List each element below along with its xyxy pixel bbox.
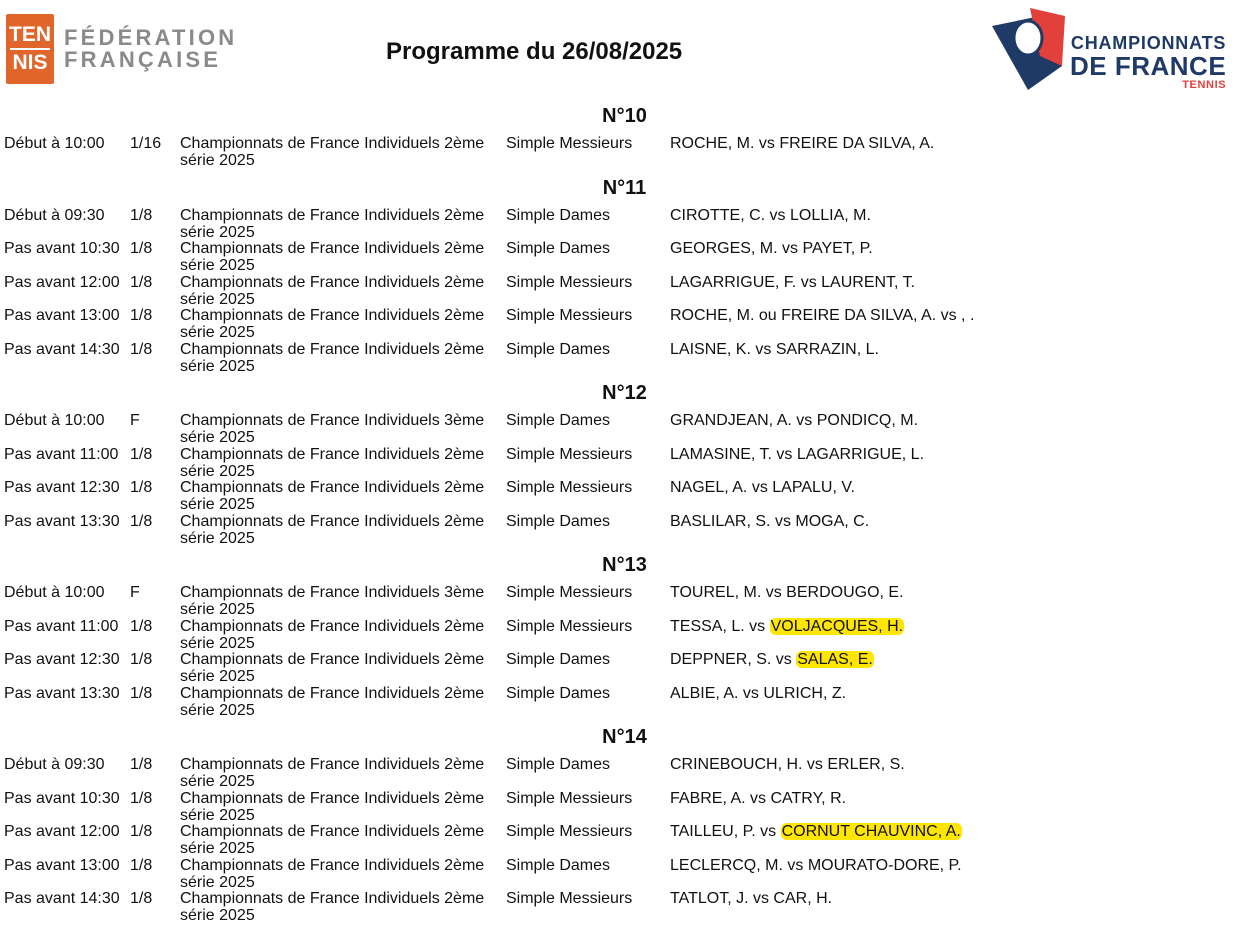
match-round: 1/8 — [130, 617, 153, 635]
versus-label: vs — [765, 206, 790, 224]
page-title: Programme du 26/08/2025 — [386, 38, 683, 65]
match-time: Pas avant 10:30 — [4, 789, 120, 807]
match-row — [0, 888, 1239, 922]
match-time: Début à 09:30 — [4, 756, 105, 773]
match-round: 1/8 — [130, 756, 153, 773]
court-title: N°14 — [602, 726, 647, 748]
match-round: 1/8 — [130, 789, 153, 807]
match-time: Pas avant 14:30 — [4, 890, 120, 907]
player-1: TESSA, L. — [670, 617, 745, 635]
match-players — [670, 207, 871, 224]
match-time: Pas avant 11:00 — [4, 617, 119, 635]
match-row — [0, 511, 1239, 545]
match-event: Championnats de France Individuels 2ème série 2025 — [180, 823, 485, 857]
versus-label: vs — [791, 412, 817, 429]
player-2: CAR, H. — [773, 890, 833, 907]
player-1: LECLERCQ, M. — [670, 856, 783, 874]
player-1: ALBIE, A. — [670, 684, 739, 702]
match-row — [0, 649, 1239, 683]
match-row — [0, 582, 1239, 616]
versus-label: vs — [745, 789, 771, 807]
player-2: LAPALU, V. — [772, 479, 855, 496]
court-section — [0, 552, 1239, 719]
match-category: Simple Dames — [506, 412, 611, 429]
versus-label: vs — [744, 617, 770, 635]
versus-label: vs — [754, 135, 780, 152]
player-2: LAURENT, T. — [821, 273, 916, 291]
match-round: F — [130, 584, 140, 601]
player-2: PAYET, P. — [802, 240, 873, 257]
match-row — [0, 477, 1239, 511]
match-category: Simple Messieurs — [506, 135, 633, 152]
match-event: Championnats de France Individuels 2ème série 2025 — [180, 789, 485, 824]
match-category: Simple Messieurs — [506, 617, 633, 635]
match-row — [0, 305, 1239, 339]
player-2: MOURATO-DORE, P. — [807, 856, 962, 874]
match-category: Simple Dames — [506, 240, 611, 257]
player-1: LAGARRIGUE, F. — [670, 273, 797, 291]
player-2: LAGARRIGUE, L. — [796, 445, 925, 463]
match-category: Simple Dames — [506, 651, 611, 668]
match-category: Simple Messieurs — [506, 890, 633, 907]
player-2: FREIRE DA SILVA, A. — [779, 135, 935, 152]
player-1: LAMASINE, T. — [670, 445, 772, 463]
match-players — [670, 651, 874, 668]
match-players — [670, 513, 869, 530]
match-row — [0, 788, 1239, 822]
match-event: Championnats de France Individuels 2ème série 2025 — [180, 445, 485, 480]
player-1: NAGEL, A. — [670, 479, 748, 496]
fft-logo-divider — [10, 48, 50, 50]
match-players — [670, 446, 924, 463]
court-section — [0, 103, 1239, 167]
match-category: Simple Dames — [506, 856, 611, 874]
player-1: LAISNE, K. — [670, 340, 751, 358]
match-row — [0, 133, 1239, 167]
match-round: 1/8 — [130, 651, 153, 668]
match-round: 1/8 — [130, 273, 153, 291]
match-category: Simple Dames — [506, 512, 611, 530]
cdf-line1: CHAMPIONNATS — [1070, 33, 1227, 53]
match-event: Championnats de France Individuels 2ème série 2025 — [180, 684, 485, 719]
match-round: 1/8 — [130, 479, 153, 496]
match-event: Championnats de France Individuels 2ème série 2025 — [180, 273, 485, 308]
match-round: 1/8 — [130, 856, 153, 874]
match-round: 1/8 — [130, 307, 153, 324]
match-time: Pas avant 11:00 — [4, 445, 119, 463]
match-category: Simple Messieurs — [506, 307, 633, 324]
match-event: Championnats de France Individuels 3ème série 2025 — [180, 412, 485, 446]
match-players — [670, 618, 904, 635]
player-1: CIROTTE, C. — [670, 206, 766, 224]
match-players — [670, 274, 915, 291]
tennis-racket-icon — [990, 6, 1080, 96]
match-event: Championnats de France Individuels 2ème série 2025 — [180, 512, 485, 547]
versus-label: vs — [771, 651, 797, 668]
player-2: ERLER, S. — [827, 756, 905, 773]
match-event: Championnats de France Individuels 2ème série 2025 — [180, 756, 485, 790]
match-event: Championnats de France Individuels 2ème série 2025 — [180, 617, 485, 652]
match-event: Championnats de France Individuels 2ème série 2025 — [180, 479, 485, 513]
player-1: TATLOT, J. — [670, 890, 749, 907]
versus-label: vs — [761, 584, 787, 601]
match-event: Championnats de France Individuels 2ème série 2025 — [180, 135, 485, 169]
match-round: 1/8 — [130, 684, 153, 702]
match-time: Début à 09:30 — [4, 206, 105, 224]
match-round: F — [130, 412, 140, 429]
fft-logo-box-line1: TEN — [9, 22, 51, 46]
match-category: Simple Messieurs — [506, 789, 633, 807]
court-section — [0, 380, 1239, 547]
match-round: 1/8 — [130, 890, 153, 907]
player-2: ULRICH, Z. — [763, 684, 847, 702]
match-row — [0, 616, 1239, 650]
match-players — [670, 857, 962, 874]
match-time: Pas avant 12:30 — [4, 651, 120, 668]
player-1: GRANDJEAN, A. — [670, 412, 792, 429]
match-round: 1/8 — [130, 445, 153, 463]
match-event: Championnats de France Individuels 2ème série 2025 — [180, 856, 485, 891]
match-category: Simple Messieurs — [506, 273, 633, 291]
fft-logo-box — [6, 14, 54, 84]
player-2: , . — [961, 307, 975, 324]
versus-label: vs — [802, 756, 828, 773]
fft-logo-text-line2: FRANÇAISE — [64, 47, 222, 72]
court-section — [0, 175, 1239, 373]
match-round: 1/8 — [130, 823, 153, 840]
match-time: Pas avant 13:30 — [4, 684, 120, 702]
versus-label: vs — [738, 684, 764, 702]
match-row — [0, 410, 1239, 444]
versus-label: vs — [796, 273, 822, 291]
player-2: SARRAZIN, L. — [775, 340, 879, 358]
match-row — [0, 339, 1239, 373]
match-players — [670, 823, 962, 840]
match-category: Simple Messieurs — [506, 823, 633, 840]
match-time: Pas avant 12:00 — [4, 273, 120, 291]
match-time: Pas avant 14:30 — [4, 340, 120, 358]
match-round: 1/8 — [130, 240, 153, 257]
player-1: DEPPNER, S. — [670, 651, 772, 668]
match-round: 1/8 — [130, 206, 153, 224]
match-players — [670, 135, 934, 152]
match-event: Championnats de France Individuels 2ème série 2025 — [180, 240, 485, 274]
player-1: CRINEBOUCH, H. — [670, 756, 803, 773]
player-1: ROCHE, M. ou FREIRE DA SILVA, A. — [670, 307, 937, 324]
match-round: 1/16 — [130, 135, 162, 152]
match-category: Simple Messieurs — [506, 479, 633, 496]
match-category: Simple Dames — [506, 206, 611, 224]
player-2: LOLLIA, M. — [790, 206, 871, 224]
versus-label: vs — [936, 307, 962, 324]
player-1: BASLILAR, S. — [670, 512, 771, 530]
match-row — [0, 821, 1239, 855]
cdf-line3: TENNIS — [1182, 79, 1227, 91]
player-2: CORNUT CHAUVINC, A. — [781, 823, 961, 840]
match-round: 1/8 — [130, 512, 153, 530]
versus-label: vs — [748, 890, 774, 907]
match-time: Pas avant 10:30 — [4, 240, 120, 257]
match-event: Championnats de France Individuels 2ème série 2025 — [180, 890, 485, 924]
match-players — [670, 341, 879, 358]
court-section — [0, 724, 1239, 922]
versus-label: vs — [750, 340, 776, 358]
match-players — [670, 790, 846, 807]
match-row — [0, 444, 1239, 478]
cdf-line2: DE FRANCE — [1070, 51, 1227, 81]
player-1: ROCHE, M. — [670, 135, 755, 152]
match-event: Championnats de France Individuels 2ème série 2025 — [180, 307, 485, 341]
fft-logo-box-line2: NIS — [12, 51, 48, 74]
match-row — [0, 205, 1239, 239]
court-title: N°12 — [602, 382, 647, 404]
match-category: Simple Messieurs — [506, 445, 633, 463]
match-time: Pas avant 12:00 — [4, 823, 120, 840]
match-time: Pas avant 13:30 — [4, 512, 120, 530]
match-players — [670, 584, 904, 601]
match-event: Championnats de France Individuels 2ème série 2025 — [180, 340, 485, 375]
player-2: VOLJACQUES, H. — [770, 617, 904, 635]
match-row — [0, 754, 1239, 788]
match-row — [0, 238, 1239, 272]
match-row — [0, 855, 1239, 889]
versus-label: vs — [777, 240, 803, 257]
match-time: Pas avant 13:00 — [4, 307, 120, 324]
match-time: Début à 10:00 — [4, 584, 105, 601]
match-category: Simple Dames — [506, 684, 611, 702]
player-2: SALAS, E. — [797, 651, 873, 668]
fft-logo — [6, 14, 237, 84]
versus-label: vs — [755, 823, 781, 840]
championnats-logo — [990, 6, 1235, 96]
versus-label: vs — [771, 445, 797, 463]
player-1: GEORGES, M. — [670, 240, 778, 257]
match-players — [670, 240, 873, 257]
match-category: Simple Messieurs — [506, 584, 633, 601]
match-time: Pas avant 12:30 — [4, 479, 120, 496]
court-title: N°13 — [602, 554, 647, 576]
fft-logo-text — [64, 27, 237, 71]
match-time: Début à 10:00 — [4, 135, 105, 152]
match-round: 1/8 — [130, 340, 153, 358]
match-players — [670, 685, 846, 702]
championnats-logo-text — [1070, 34, 1226, 91]
player-2: MOGA, C. — [795, 512, 870, 530]
match-players — [670, 890, 832, 907]
player-2: BERDOUGO, E. — [786, 584, 904, 601]
versus-label: vs — [747, 479, 773, 496]
match-category: Simple Dames — [506, 340, 611, 358]
match-players — [670, 479, 855, 496]
player-1: TAILLEU, P. — [670, 823, 756, 840]
player-2: PONDICQ, M. — [816, 412, 919, 429]
versus-label: vs — [770, 512, 796, 530]
match-players — [670, 412, 918, 429]
versus-label: vs — [782, 856, 808, 874]
match-players — [670, 756, 905, 773]
schedule — [0, 103, 1239, 922]
fft-logo-text-line1: FÉDÉRATION — [64, 25, 238, 50]
court-title: N°10 — [602, 105, 647, 127]
player-1: FABRE, A. — [670, 789, 746, 807]
match-category: Simple Dames — [506, 756, 611, 773]
court-title: N°11 — [602, 176, 647, 199]
match-row — [0, 683, 1239, 717]
match-row — [0, 272, 1239, 306]
player-1: TOUREL, M. — [670, 584, 762, 601]
match-event: Championnats de France Individuels 3ème série 2025 — [180, 584, 485, 618]
player-2: CATRY, R. — [770, 789, 847, 807]
match-players — [670, 307, 974, 324]
match-time: Début à 10:00 — [4, 412, 105, 429]
match-time: Pas avant 13:00 — [4, 856, 120, 874]
match-event: Championnats de France Individuels 2ème série 2025 — [180, 206, 485, 241]
match-event: Championnats de France Individuels 2ème série 2025 — [180, 651, 485, 685]
